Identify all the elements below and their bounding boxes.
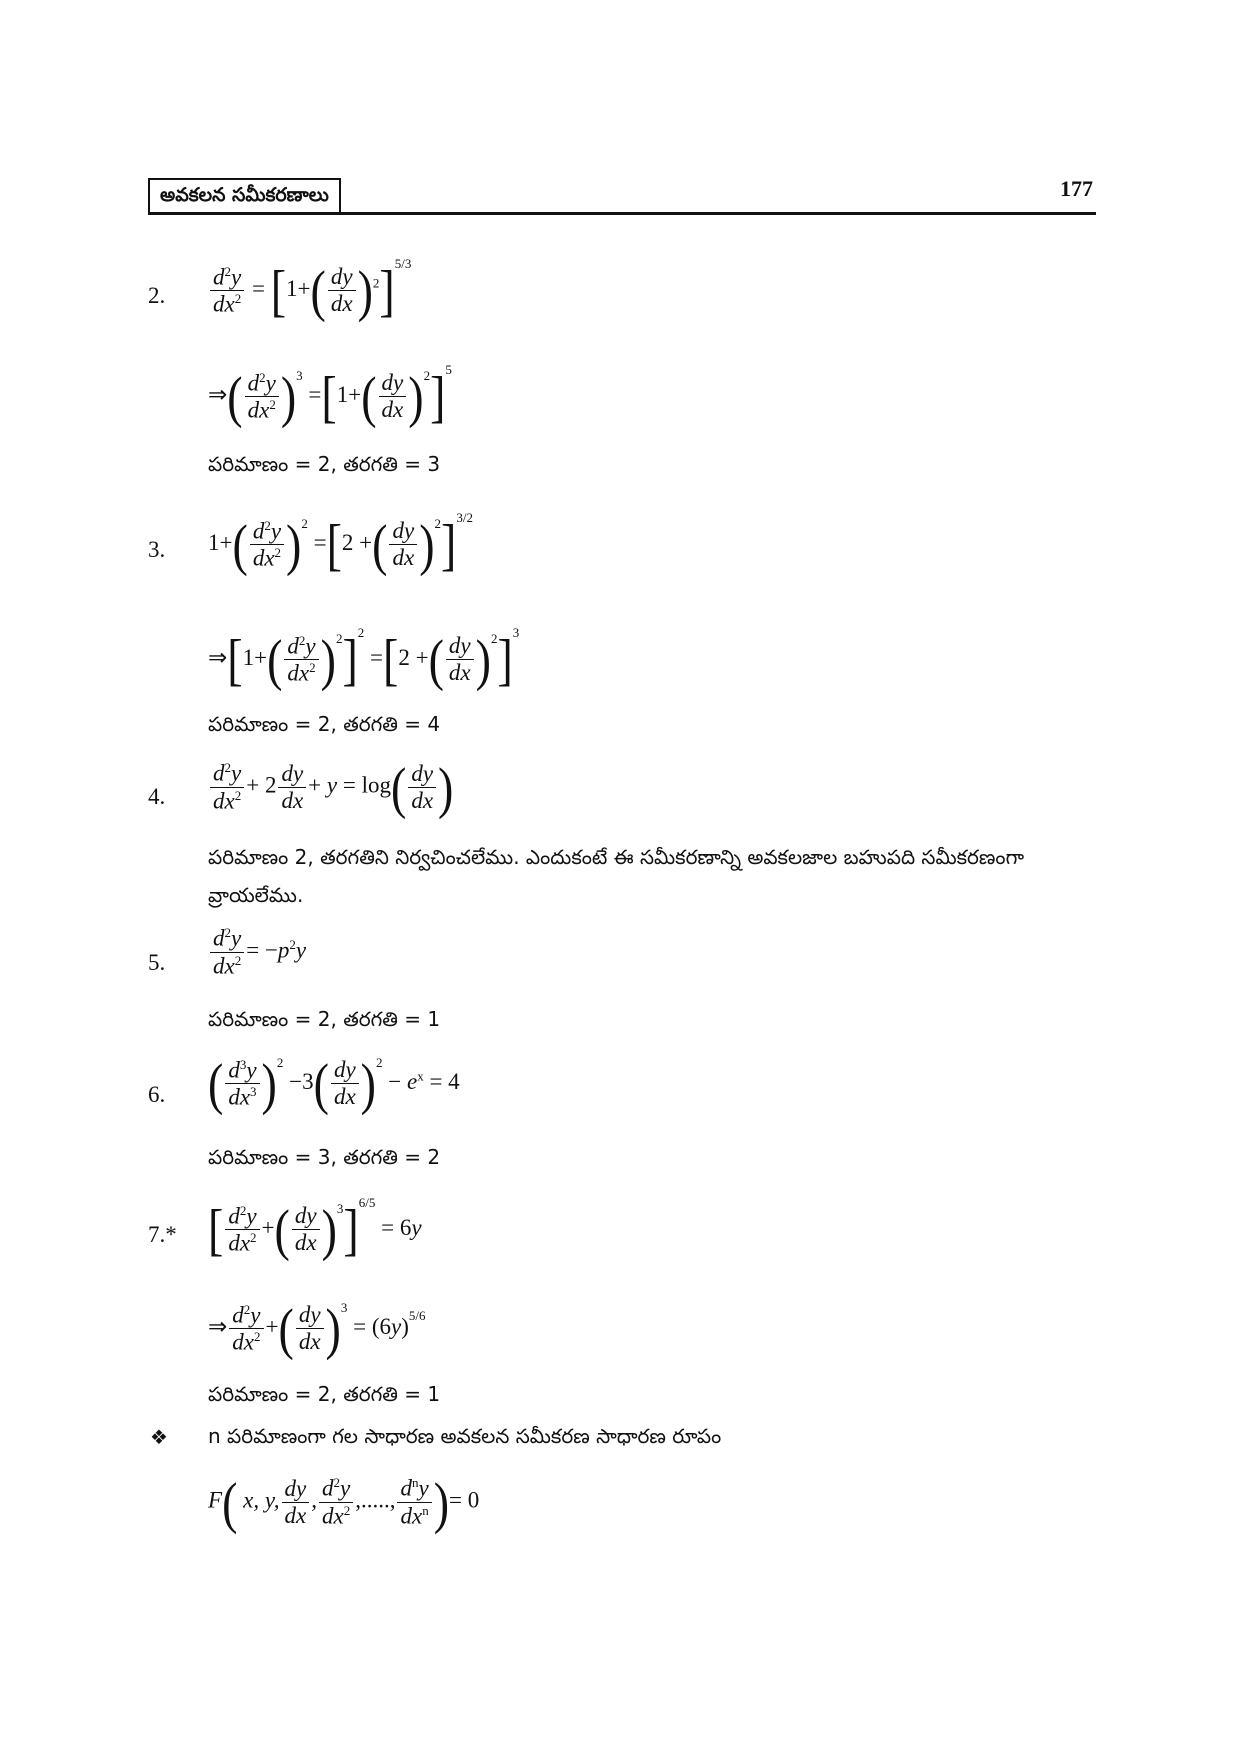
item-number: 7.* [148, 1222, 177, 1247]
result-text: పరిమాణం = 3, తరగతి = 2 [208, 1145, 441, 1169]
bullet-icon: ❖ [150, 1425, 168, 1449]
result-text: పరిమాణం = 2, తరగతి = 1 [208, 1382, 441, 1406]
general-form-formula: F( x, y, $\frac{dy}{dx}$ , $\frac{d^2y}{dx^2}$ ,....., $\frac{d^ny}{dx^n}$ )= 0 [208, 1470, 480, 1535]
item-number: 6. [148, 1082, 166, 1107]
header-rule [148, 212, 1096, 215]
equation-step: ⇒( $\frac{d^2y}{dx^2}$ )$^3$ =[1+( $\frac{dy}{dx}$ )$^2$]$^5$ [208, 362, 452, 429]
general-form-text: n పరిమాణంగా గల సాధారణ అవకలన సమీకరణ సాధారణ రూపం [208, 1424, 722, 1448]
item-number: 3. [148, 537, 166, 562]
equation: [ $\frac{d^2y}{dx^2}$ +( $\frac{dy}{dx}$ )$^3$]$^{6/5}$ = 6y [208, 1195, 422, 1262]
equation-step: ⇒ $\frac{d^2y}{dx^2}$ +( $\frac{dy}{dx}$ )$^3 = (6y)^{5/6}$ [208, 1296, 426, 1361]
item-number: 4. [148, 784, 166, 809]
equation: ( $\frac{d^3y}{dx^3}$ )$^2$ −3( $\frac{dy}{dx}$ )$^2 - e^x = 4$ [208, 1051, 460, 1116]
equation: $\frac{d^2y}{dx^2}$ = $-p^2y$ [208, 925, 306, 979]
equation-step: ⇒[1+( $\frac{d^2y}{dx^2}$ )$^2$]$^2$ =[2 +( $\frac{dy}{dx}$ )$^2$]$^3$ [208, 625, 520, 692]
item-number: 2. [148, 283, 166, 308]
chapter-title: అవకలన సమీకరణాలు [160, 183, 329, 206]
result-paragraph: పరిమాణం 2, తరగతిని నిర్వచించలేము. ఎందుకంటే ఈ సమీకరణాన్ని అవకలజాల బహుపది సమీకరణంగా వ్రాయలేము. [208, 845, 1024, 907]
equation: 1+( $\frac{d^2y}{dx^2}$ )$^2$ =[2 +( $\frac{dy}{dx}$ )$^2$]$^{3/2}$ [208, 510, 473, 577]
result-text: పరిమాణం = 2, తరగతి = 1 [208, 1007, 441, 1031]
result-text: పరిమాణం = 2, తరగతి = 4 [208, 712, 441, 736]
result-text: పరిమాణం = 2, తరగతి = 3 [208, 452, 441, 476]
chapter-title-box [148, 178, 341, 214]
equation: $\frac{d^2y}{dx^2}$ + 2 $\frac{dy}{dx}$ + y = log( $\frac{dy}{dx}$ ) [208, 760, 453, 814]
page-number: 177 [1060, 176, 1093, 201]
equation: $\frac{d^2y}{dx^2}$ = [1+( $\frac{dy}{dx}$ )$^2$]$^{5/3}$ [208, 256, 411, 318]
item-number: 5. [148, 950, 166, 975]
